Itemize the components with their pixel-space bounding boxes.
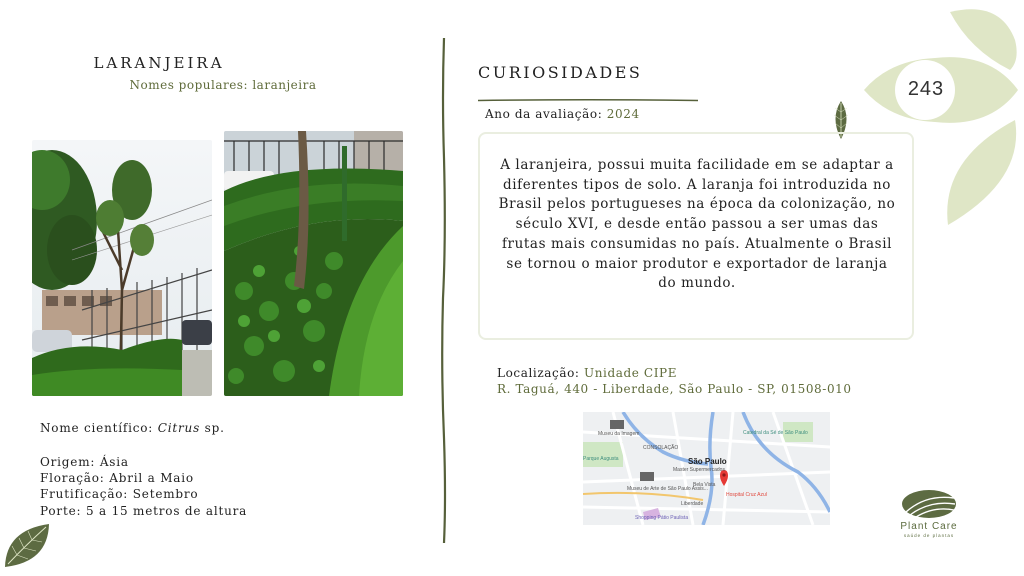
map-label-liberdade: Liberdade [681, 501, 704, 507]
map-label-se: Catedral da Sé de São Paulo [743, 430, 808, 436]
fruiting [40, 487, 198, 501]
logo-icon [900, 488, 958, 520]
evaluation-year-value: 2024 [606, 107, 640, 121]
location-label: Localização: [497, 366, 580, 380]
plant-photo-garden [224, 131, 403, 396]
map-label-hospital: Hospital Cruz Azul [726, 492, 767, 498]
scientific-name [40, 421, 225, 435]
size [40, 504, 247, 518]
evaluation-year [485, 107, 640, 121]
plant-photo-tree [32, 140, 212, 396]
curiosities-title: CURIOSIDADES [478, 63, 643, 82]
map-label-bixiga: Parque Augusta [583, 456, 619, 462]
brand-name: Plant Care [900, 521, 958, 532]
location [497, 366, 677, 380]
leaf-icon [2, 522, 52, 570]
map-label-museum: Museu da Imagem [598, 431, 640, 437]
popular-names [0, 78, 446, 92]
map-label-consolacao: CONSOLAÇÃO [643, 445, 679, 451]
origin [40, 455, 129, 469]
flowering [40, 471, 194, 485]
title-underline [478, 87, 698, 90]
map-label-city: São Paulo [688, 457, 727, 466]
map-label-supermarket: Master Supermercados [673, 467, 725, 473]
location-value: Unidade CIPE [584, 366, 678, 380]
map-label-paulista: Museu de Arte de São Paulo Assis... [627, 486, 708, 492]
popular-names-label: Nomes populares: [129, 78, 249, 92]
scientific-name-value: Citrus [157, 421, 201, 435]
address[interactable]: R. Taguá, 440 - Liberdade, São Paulo - SP, 01508-010 [497, 382, 852, 396]
map-label-bela-vista: Bela Vista [693, 482, 716, 488]
evaluation-year-label: Ano da avaliação: [485, 107, 603, 121]
origin-label: Origem: [40, 455, 96, 469]
location-map[interactable] [583, 412, 830, 525]
plant-title: LARANJEIRA [93, 54, 225, 72]
scientific-name-label: Nome científico: [40, 421, 154, 435]
fruiting-label: Frutificação: [40, 487, 129, 501]
map-label-shopping: Shopping Pátio Paulista [635, 515, 689, 521]
size-label: Porte: [40, 504, 82, 518]
origin-value: Ásia [99, 455, 129, 469]
flowering-value: Abril a Maio [109, 471, 194, 485]
fruiting-value: Setembro [132, 487, 199, 501]
size-value: 5 a 15 metros de altura [85, 504, 248, 518]
brand-tagline: saúde de plantas [903, 533, 955, 538]
column-divider [441, 38, 447, 543]
popular-names-value: laranjeira [252, 78, 317, 92]
scientific-name-suffix: sp. [204, 421, 225, 435]
curiosities-text: A laranjeira, possui muita facilidade em se adaptar a diferentes tipos de solo. A laranja foi introduzida no Brasil pelos portugueses na época da colonização, no século XVI, e desde então passou a ser umas das frutas mais consumidas no país. Atualmente o Brasil se tornou o maior produtor e exportador de laranja do mundo. [498, 157, 896, 292]
flowering-label: Floração: [40, 471, 105, 485]
plant-number-badge: 243 [907, 78, 945, 100]
decorative-leaves [850, 0, 1024, 230]
